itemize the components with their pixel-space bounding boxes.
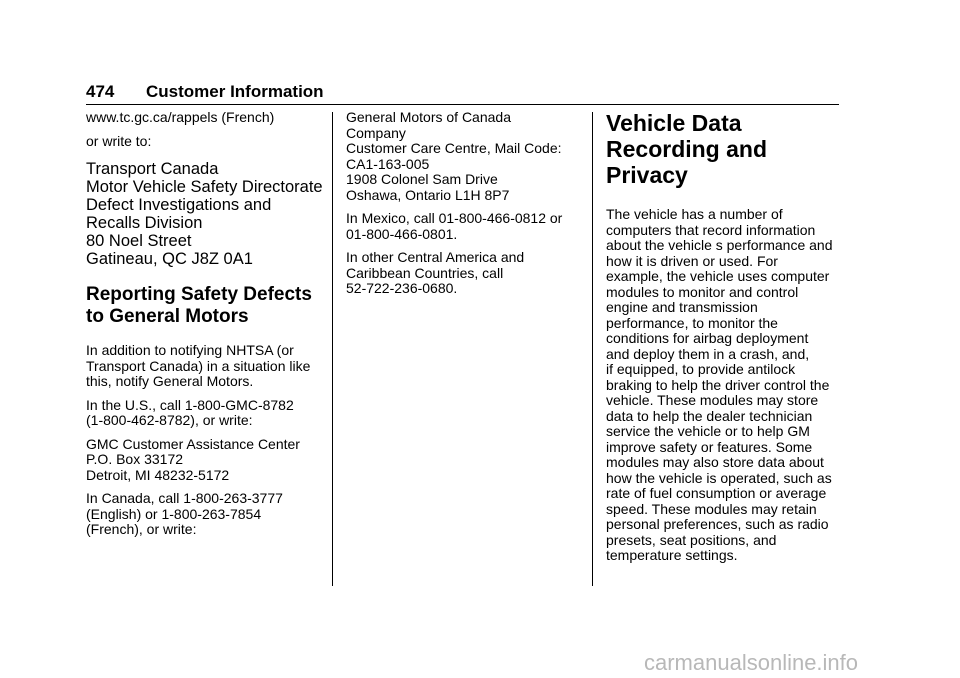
paragraph-mexico-call	[346, 211, 582, 242]
heading-line: Vehicle Data	[606, 110, 742, 136]
address-line: Motor Vehicle Safety Directorate	[86, 178, 323, 196]
text-line: Transport Canada) in a situation like	[86, 357, 311, 374]
text-line: modules may also store data about	[606, 454, 824, 470]
text-line: how the vehicle is operated, such as	[606, 469, 832, 486]
page-number: 474	[86, 82, 115, 101]
section-title: Customer Information	[146, 82, 324, 101]
paragraph-canada-call	[86, 491, 322, 538]
text-line: Oshawa, Ontario L1H 8P7	[346, 186, 510, 203]
page-header	[86, 82, 839, 105]
paragraph-central-america-call	[346, 250, 582, 297]
text-line: Company	[346, 124, 406, 141]
text-line: In Canada, call 1-800-263-3777	[86, 490, 283, 506]
text-line: if equipped, to provide antilock	[606, 361, 796, 377]
text-line: vehicle. These modules may store	[606, 392, 819, 408]
watermark: carmanualsonline.info	[644, 650, 859, 675]
text-line: Customer Care Centre, Mail Code:	[346, 140, 562, 156]
text-line: CA1-163-005	[346, 155, 430, 172]
column-divider	[592, 112, 593, 586]
text-line: In Mexico, call 01-800-466-0812 or	[346, 210, 563, 226]
text-line: conditions for airbag deployment	[606, 330, 809, 346]
text-line: General Motors of Canada	[346, 109, 511, 125]
address-line: Transport Canada	[86, 160, 219, 178]
text-line: 52-722-236-0680.	[346, 280, 458, 296]
text-line: personal preferences, such as radio	[606, 516, 829, 532]
paragraph-notify-gm	[86, 343, 322, 390]
paragraph-write-to: or write to:	[86, 132, 152, 149]
text-line: how it is driven or used. For	[606, 252, 778, 269]
column-3	[606, 110, 842, 572]
text-line: computers that record information	[606, 221, 816, 238]
text-line: improve safety or features. Some	[606, 438, 813, 455]
paragraph-gm-canada-address	[346, 110, 582, 203]
text-line: 01-800-466-0801.	[346, 225, 458, 242]
heading-line: Recording and	[606, 136, 768, 162]
text-line: (English) or 1-800-263-7854	[86, 505, 262, 522]
heading-reporting-safety-defects	[86, 284, 322, 328]
text-line: (1-800-462-8782), or write:	[86, 412, 253, 428]
text-line: example, the vehicle uses computer	[606, 268, 830, 284]
text-line: engine and transmission	[606, 299, 758, 315]
text-line: In other Central America and	[346, 249, 525, 265]
column-2	[346, 110, 582, 305]
heading-vehicle-data-recording	[606, 110, 842, 188]
text-line: temperature settings.	[606, 547, 738, 563]
heading-line: Reporting Safety Defects	[86, 284, 312, 305]
text-line: Detroit, MI 48232-5172	[86, 466, 230, 483]
column-divider	[332, 112, 333, 586]
text-line: In the U.S., call 1-800-GMC-8782	[86, 396, 294, 413]
text-line: 1908 Colonel Sam Drive	[346, 171, 498, 187]
text-line: P.O. Box 33172	[86, 451, 184, 467]
address-line: Recalls Division	[86, 214, 203, 232]
text-line: (French), or write:	[86, 521, 197, 537]
text-line: data to help the dealer technician	[606, 407, 813, 424]
column-1	[86, 110, 322, 546]
text-line: about the vehicle s performance and	[606, 237, 833, 253]
text-line: rate of fuel consumption or average	[606, 485, 827, 501]
paragraph-gmc-address	[86, 437, 322, 484]
text-line: The vehicle has a number of	[606, 206, 783, 222]
text-line: service the vehicle or to help GM	[606, 423, 810, 439]
text-line: modules to monitor and control	[606, 283, 799, 300]
text-line: presets, seat positions, and	[606, 531, 777, 548]
paragraph-us-call	[86, 398, 322, 429]
text-line: and deploy them in a crash, and,	[606, 345, 810, 362]
text-line: braking to help the driver control the	[606, 376, 830, 393]
address-line: 80 Noel Street	[86, 232, 192, 250]
address-line: Gatineau, QC J8Z 0A1	[86, 250, 253, 268]
address-line: Defect Investigations and	[86, 196, 272, 214]
text-line: performance, to monitor the	[606, 314, 778, 331]
text-line: GMC Customer Assistance Center	[86, 435, 300, 452]
text-line: speed. These modules may retain	[606, 500, 817, 517]
paragraph-url: www.tc.gc.ca/rappels (French)	[86, 109, 275, 125]
address-transport-canada	[86, 160, 322, 268]
text-line: Caribbean Countries, call	[346, 264, 504, 281]
heading-line: to General Motors	[86, 306, 249, 327]
text-line: this, notify General Motors.	[86, 373, 254, 389]
heading-line: Privacy	[606, 162, 688, 188]
text-line: In addition to notifying NHTSA (or	[86, 342, 294, 358]
paragraph-vehicle-data	[606, 207, 842, 564]
